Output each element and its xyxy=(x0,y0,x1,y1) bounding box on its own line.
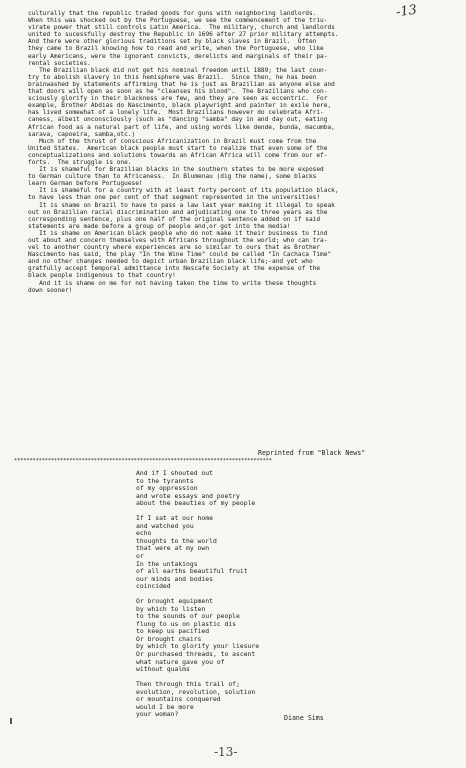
poem-author: Diane Sims xyxy=(284,714,324,722)
poem-line: In the untakings xyxy=(136,559,198,568)
poem-line: thoughts to the world xyxy=(136,536,217,545)
page-number-top: -13 xyxy=(395,2,418,21)
essay-line: black people indigenous to that country! xyxy=(28,272,176,280)
essay-line: out on Brazilian racial discrimination and adjudicating one to three years as the xyxy=(28,208,328,216)
poem-line: Or brought chairs xyxy=(136,634,202,643)
essay-line: And it is shame on me for not having taken the time to write these thoughts xyxy=(28,279,317,287)
essay-line: down sooner! xyxy=(28,286,73,294)
essay-line: It is shameful for Brazilian blacks in the southern states to be more exposed xyxy=(28,166,324,174)
essay-line: vel to another country where experiences are so similar to ours that as Brother xyxy=(28,244,321,252)
essay-line: out about and concern themselves with Africans throughout the world; who can tra- xyxy=(28,237,328,244)
poem-line: by which to glorify your liesure xyxy=(136,642,260,651)
essay-line: that doors will open as soon as he "cleanses his blood". The Brazilians who con- xyxy=(28,88,328,96)
poem-line: If I sat at our home xyxy=(136,514,213,523)
poem-line: about the beauties of my people xyxy=(136,499,256,508)
margin-mark xyxy=(10,718,12,724)
essay-text xyxy=(28,10,446,294)
poem-line: without qualms xyxy=(136,665,190,674)
essay-line: And there were other glorious traditions set by black slaves in Brazil. Often xyxy=(28,38,317,46)
poem-line: or mountains conquered xyxy=(136,695,221,704)
essay-line: When this was shocked out by the Portuguese, we see the commencement of the triu- xyxy=(28,17,328,25)
essay-line: gratfully accept temporal admittance into Nescafe Society at the expense of the xyxy=(28,265,321,273)
reprint-credit: Reprinted from "Black News" xyxy=(258,449,366,457)
essay-line: has lived somewhat of a lonely life. Most Brazilians however do celebrate Afri- xyxy=(28,109,324,117)
poem-line: evolution, revolution, solution xyxy=(136,687,256,696)
essay-line: culturally that the republic traded goods for guns with neighboring landlords. xyxy=(28,10,317,17)
essay-line: forts. The struggle is one. xyxy=(28,158,132,166)
essay-line: Much of the thrust of conscious Africanization in Brazil must come from the xyxy=(28,137,317,145)
essay-line: caness, albeit unconsciously (such as "dancing "samba" day in and day out, eating xyxy=(28,116,328,124)
poem-line: And if I shouted out xyxy=(136,469,213,477)
poem-line: or xyxy=(136,551,144,560)
essay-line: African food as a natural part of life, and using words like dende, bunda, macumba, xyxy=(28,123,335,131)
essay-line: sciously glorify in their blackness are few, and they are seen as eccentric. For xyxy=(28,95,328,103)
poem-line: would I be more xyxy=(136,702,194,711)
essay-line: example, Brother Abdias do Nascimento, black playwright and painter in exile here, xyxy=(28,102,332,110)
poem xyxy=(136,470,366,719)
essay-line: and no other changes needed to depict urban Brazilian black life;-and yet who xyxy=(28,258,313,266)
essay-line: It is shameful for a country with at least forty percent of its population black, xyxy=(28,187,339,195)
poem-line: and wrote essays and poetry xyxy=(136,491,240,500)
asterisk-divider: ************************************************************************************ xyxy=(14,458,272,464)
essay-line: conceptualizations and solutions towards an African Africa will come from our ef- xyxy=(28,151,328,159)
essay-line: united to sucessfully destroy the Republic in 1696 after 27 prior military attempts. xyxy=(28,31,339,39)
poem-line: echo xyxy=(136,529,152,538)
essay-line: try to abolish slavery in this hemisphere was Brazil. Since then, he has been xyxy=(28,73,317,81)
poem-line: of my oppression xyxy=(136,484,198,493)
poem-line: that were at my own xyxy=(136,544,210,553)
poem-line: Or brought equipment xyxy=(136,597,213,606)
poem-line: Then through this trail of; xyxy=(136,680,240,689)
essay-line: brainwashed by statements affirming that he is just as Brazilian as anyone else and xyxy=(28,80,335,88)
poem-line: and watched you xyxy=(136,521,194,530)
poem-line: Or purchased threads, to ascent xyxy=(136,650,256,659)
poem-line: by which to listen xyxy=(136,604,206,613)
essay-line: United States. American black people must start to realize that even some of the xyxy=(28,144,328,152)
essay-line: they came to Brazil knowing how to read and write, when the Portuguese, who like xyxy=(28,45,324,53)
poem-line: to the sounds of our people xyxy=(136,612,240,621)
page-number-bottom: -13- xyxy=(214,745,238,759)
essay-line: statements are made before a group of people and,or got into the media! xyxy=(28,222,291,230)
essay-line: early Americans, were the ignorant convicts, derelicts and marginals of their pa- xyxy=(28,52,328,60)
poem-line: of all earths beautiful fruit xyxy=(136,567,248,576)
essay-line: rental societies. xyxy=(28,59,91,67)
poem-line: flung to us on plastic dis xyxy=(136,619,237,628)
essay-line: to German culture than to Africaness. In Blumenau (dig the name), some blacks xyxy=(28,173,317,181)
essay-line: sarava, capoeira, samba,otc.) xyxy=(28,130,136,138)
essay-line: to have less than one per cent of that segment represented in the universities! xyxy=(28,194,321,202)
essay-line: It is shame on Brazil to have to pass a law last year making it illegal to speak xyxy=(28,201,335,209)
poem-line: coincided xyxy=(136,582,171,591)
poem-line: our minds and bodies xyxy=(136,574,213,583)
essay-line: learn German before Portuguese! xyxy=(28,180,143,188)
poem-line: to keep us pacified xyxy=(136,627,210,636)
essay-line: Nascimento has said, the play "In the Wine Time" could be called "In Cachaca Time" xyxy=(28,251,332,259)
poem-line: what nature gave you of xyxy=(136,657,225,666)
essay-line: corresponding sentence, plus one half of the original sentence added on if said xyxy=(28,215,321,223)
essay-line: virate power that still controls Latin America. The military, church and landlords xyxy=(28,24,335,32)
poem-line: to the tyrannts xyxy=(136,476,194,485)
essay-line: The Brazilian black did not get his nominal freedom until 1889; the last coun- xyxy=(28,66,328,74)
poem-line: your woman? xyxy=(136,710,179,719)
essay-line: It is shame on American black people who do not make it their business to find xyxy=(28,229,328,237)
